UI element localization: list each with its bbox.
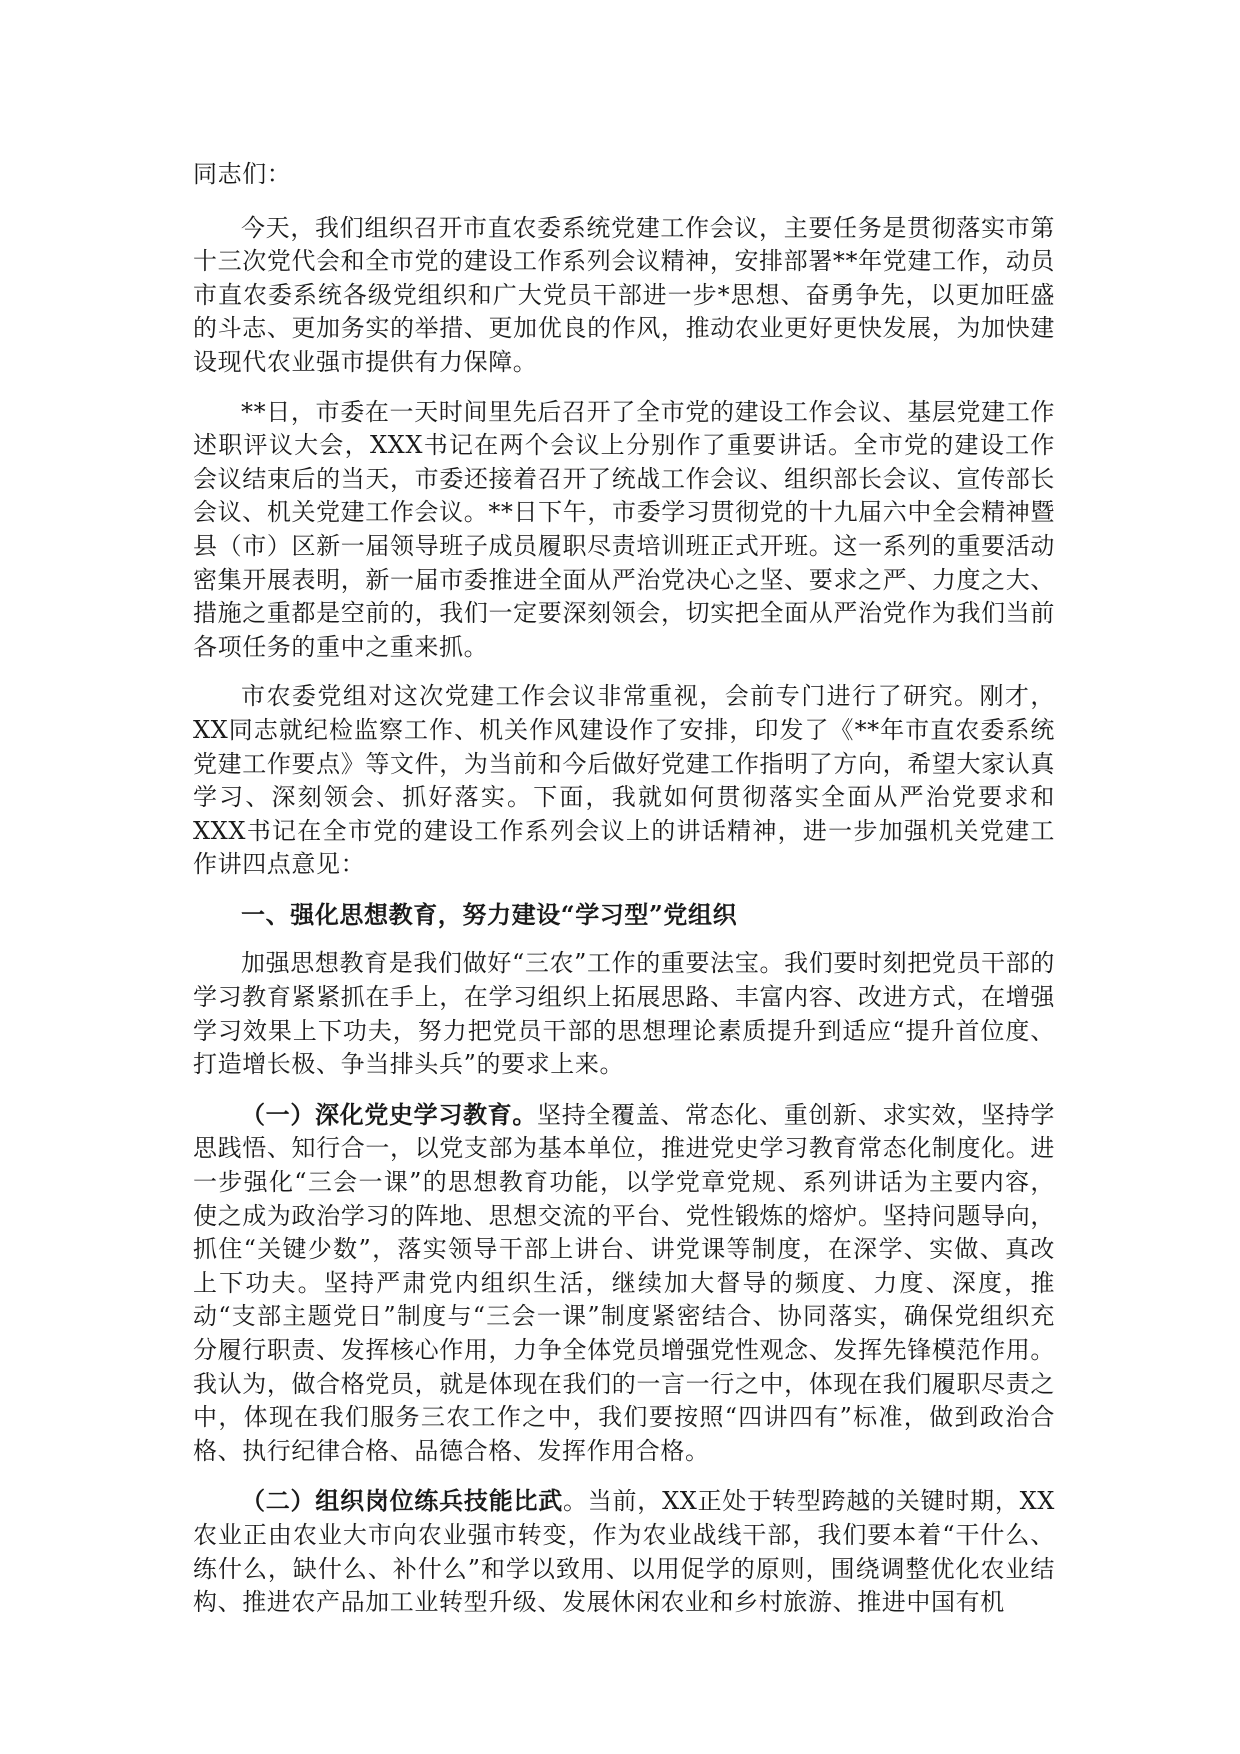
salutation: 同志们： <box>193 160 292 188</box>
subsection-2-body: 。当前，XX正处于转型跨越的关键时期，XX农业正由农业大市向农业强市转变，作为农业战线干部，我们要本着“干什么、练什么，缺什么、补什么”和学以致用、以用促学的原则，围绕调整优化农业结构、推进农产品加工业转型升级、发展休闲农业和乡村旅游、推进中国有机 <box>193 1487 1055 1617</box>
section-intro: 加强思想教育是我们做好“三农”工作的重要法宝。我们要时刻把党员干部的学习教育紧紧抓在手上，在学习组织上拓展思路、丰富内容、改进方式，在增强学习效果上下功夫，努力把党员干部的思想理论素质提升到适应“提升首位度、打造增长极、争当排头兵”的要求上来。 <box>193 949 1055 1079</box>
paragraph-2: **日，市委在一天时间里先后召开了全市党的建设工作会议、基层党建工作述职评议大会，XXX书记在两个会议上分别作了重要讲话。全市党的建设工作会议结束后的当天，市委还接着召开了统战工作会议、组织部长会议、宣传部长会议、机关党建工作会议。**日下午，市委学习贯彻党的十九届六中全会精神暨县（市）区新一届领导班子成员履职尽责培训班正式开班。这一系列的重要活动密集开展表明，新一届市委推进全面从严治党决心之坚、要求之严、力度之大、措施之重都是空前的，我们一定要深刻领会，切实把全面从严治党作为我们当前各项任务的重中之重来抓。 <box>193 397 1055 661</box>
paragraph-1: 今天，我们组织召开市直农委系统党建工作会议，主要任务是贯彻落实市第十三次党代会和全市党的建设工作系列会议精神，安排部署**年党建工作，动员市直农委系统各级党组织和广大党员干部进一步*思想、奋勇争先，以更加旺盛的斗志、更加务实的举措、更加优良的作风，推动农业更好更快发展，为加快建设现代农业强市提供有力保障。 <box>193 213 1055 376</box>
section-heading: 一、强化思想教育，努力建设“学习型”党组织 <box>241 899 738 929</box>
subsection-1-title: （一）深化党史学习教育。 <box>241 1099 538 1129</box>
subsection-1 <box>193 1098 1055 1469</box>
document-body <box>193 158 1055 1636</box>
subsection-2 <box>193 1484 1055 1619</box>
subsection-1-body: 坚持全覆盖、常态化、重创新、求实效，坚持学思践悟、知行合一，以党支部为基本单位，推进党史学习教育常态化制度化。进一步强化“三会一课”的思想教育功能，以学党章党规、系列讲话为主要内容，使之成为政治学习的阵地、思想交流的平台、党性锻炼的熔炉。坚持问题导向，抓住“关键少数”，落实领导干部上讲台、讲党课等制度，在深学、实做、真改上下功夫。坚持严肃党内组织生活，继续加大督导的频度、力度、深度，推动“支部主题党日”制度与“三会一课”制度紧密结合、协同落实，确保党组织充分履行职责、发挥核心作用，力争全体党员增强党性观念、发挥先锋模范作用。我认为，做合格党员，就是体现在我们的一言一行之中，体现在我们履职尽责之中，体现在我们服务三农工作之中，我们要按照“四讲四有”标准，做到政治合格、执行纪律合格、品德合格、发挥作用合格。 <box>193 1100 1055 1465</box>
paragraph-3: 市农委党组对这次党建工作会议非常重视，会前专门进行了研究。刚才，XX同志就纪检监察工作、机关作风建设作了安排，印发了《**年市直农委系统党建工作要点》等文件，为当前和今后做好党建工作指明了方向，希望大家认真学习、深刻领会、抓好落实。下面，我就如何贯彻落实全面从严治党要求和XXX书记在全市党的建设工作系列会议上的讲话精神，进一步加强机关党建工作讲四点意见： <box>193 682 1055 879</box>
subsection-2-title: （二）组织岗位练兵技能比武 <box>241 1486 563 1516</box>
